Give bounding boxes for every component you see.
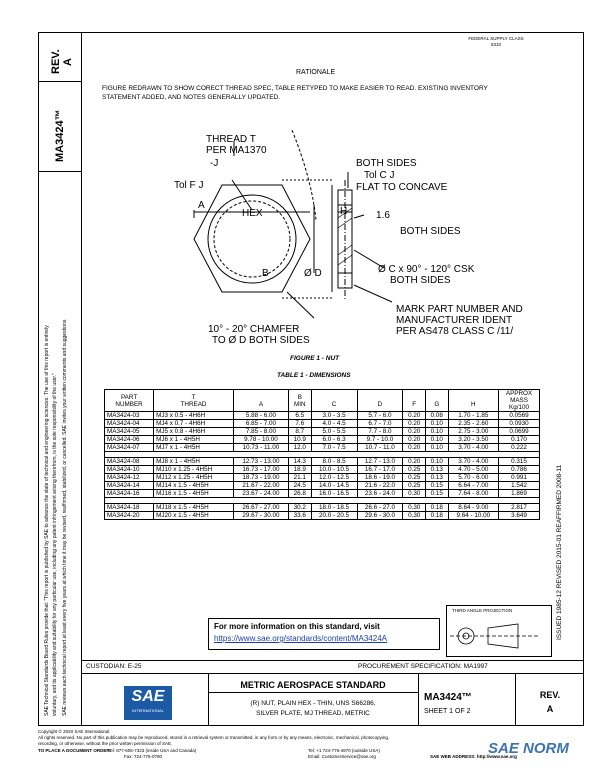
label-h: H xyxy=(340,206,348,217)
callout-mark-2: MANUFACTURER IDENT xyxy=(396,315,513,326)
watermark: SAE NORM xyxy=(488,740,569,757)
table-cell: 5.88 - 6.00 xyxy=(233,412,288,420)
th-c: C xyxy=(311,390,357,412)
table-cell: MJ18 x 1.5 - 4H5H xyxy=(154,504,234,512)
table-cell: 6.85 - 7.00 xyxy=(233,420,288,428)
callout-chamfer-2: TO Ø D BOTH SIDES xyxy=(212,335,310,346)
label-hex: HEX xyxy=(242,208,263,219)
nut-drawing xyxy=(82,120,552,360)
table-row xyxy=(105,428,540,436)
table-cell: 0.20 xyxy=(403,458,426,466)
table-cell: 0.222 xyxy=(499,444,540,452)
table-cell: 12.73 - 13.00 xyxy=(233,458,288,466)
footer-rights-2: recording, or otherwise, without the prior written permission of SAE. xyxy=(38,741,173,747)
table-cell: MJ10 x 1.25 - 4H5H xyxy=(154,466,234,474)
table-cell: 2.817 xyxy=(499,504,540,512)
table-cell: 8.64 - 9.00 xyxy=(448,504,499,512)
issue-dates: ISSUED 1985-12 REVISED 2015-01 REAFFIRMED 2008-11 xyxy=(556,464,563,640)
table-cell: MJ7 x 1 - 4H5H xyxy=(154,444,234,452)
tb-doc-number: MA3424™ xyxy=(424,692,472,703)
table-cell: 0.20 xyxy=(403,436,426,444)
table-row xyxy=(105,466,540,474)
table-cell: 30.2 xyxy=(289,504,312,512)
th-thread: T THREAD xyxy=(154,390,234,412)
table-row xyxy=(105,512,540,520)
table-cell: 0.20 xyxy=(403,444,426,452)
table-cell: 7.6 xyxy=(289,420,312,428)
table-cell: 0.15 xyxy=(426,490,449,498)
table-row xyxy=(105,504,540,512)
dimensions-table xyxy=(104,389,540,520)
table-cell: 6.64 - 7.00 xyxy=(448,482,499,490)
tb-rev-label: REV. xyxy=(539,690,561,700)
table-cell: 0.315 xyxy=(499,458,540,466)
table-row xyxy=(105,444,540,452)
third-angle-label: THIRD ANGLE PROJECTION xyxy=(452,608,513,613)
info-link[interactable]: https://www.sae.org/standards/content/MA3424A xyxy=(214,634,387,643)
table-cell: MA3424-03 xyxy=(105,412,154,420)
table-cell: 9.7 - 10.0 xyxy=(357,436,403,444)
table-cell: 1.542 xyxy=(499,482,540,490)
table-cell: 18.9 xyxy=(289,466,312,474)
th-b: B MIN xyxy=(289,390,312,412)
table-cell: 7.85 - 8.00 xyxy=(233,428,288,436)
callout-csk: Ø C x 90° - 120° CSK xyxy=(378,264,475,275)
table-cell: MA3424-16 xyxy=(105,490,154,498)
table-cell: 9.78 - 10.00 xyxy=(233,436,288,444)
table-cell: 29.67 - 30.00 xyxy=(233,512,288,520)
table-cell: 21.6 - 22.0 xyxy=(357,482,403,490)
table-cell: 0.13 xyxy=(426,474,449,482)
table-cell: 0.786 xyxy=(499,466,540,474)
table-cell: MJ20 x 1.5 - 4H5H xyxy=(154,512,234,520)
table-cell: 0.10 xyxy=(426,436,449,444)
table-cell: MJ8 x 1 - 4H5H xyxy=(154,458,234,466)
table-cell: 4.70 - 5.00 xyxy=(448,466,499,474)
legal-line-3: SAE reviews each technical report at least every five years at which time it may be revised, reaffirmed, stabilized, or cancelled. SAE invites your written comments and suggestions. xyxy=(62,318,68,716)
table-cell: 0.30 xyxy=(403,504,426,512)
th-d: D xyxy=(357,390,403,412)
table-cell: 16.0 - 16.5 xyxy=(311,490,357,498)
table-cell: MJ3 x 0.5 - 4H6H xyxy=(154,412,234,420)
table-cell: MJ4 x 0.7 - 4H6H xyxy=(154,420,234,428)
table-cell: 23.6 - 24.0 xyxy=(357,490,403,498)
footer-tel: Tel: 877-606-7323 (inside USA and Canada) xyxy=(108,747,197,753)
table-cell: 23.67 - 24.00 xyxy=(233,490,288,498)
table-row xyxy=(105,474,540,482)
tb-rev-value: A xyxy=(546,704,554,714)
th-g: G xyxy=(426,390,449,412)
table-cell: MJ5 x 0.8 - 4H6H xyxy=(154,428,234,436)
callout-thread-j: -J xyxy=(210,158,219,169)
table-cell: 0.20 xyxy=(403,412,426,420)
table-cell: MA3424-04 xyxy=(105,420,154,428)
table-cell: 0.10 xyxy=(426,428,449,436)
callout-thread-1: THREAD T xyxy=(206,134,256,145)
footer-web: SAE WEB ADDRESS: http://www.sae.org xyxy=(430,753,517,759)
table-cell: 20.0 - 20.5 xyxy=(311,512,357,520)
table-cell: 8.0 - 8.5 xyxy=(311,458,357,466)
th-h: H xyxy=(448,390,499,412)
table-cell: 26.67 - 27.00 xyxy=(233,504,288,512)
footer-tel2: Tel: +1 724-776-4970 (outside USA) xyxy=(308,747,380,753)
table-cell: MA3424-20 xyxy=(105,512,154,520)
doc-number-vertical-box xyxy=(38,82,82,172)
fsc-value: 5310 xyxy=(490,42,501,47)
table-cell: 0.20 xyxy=(403,428,426,436)
table-cell: MA3424-10 xyxy=(105,466,154,474)
table-cell: 6.5 xyxy=(289,412,312,420)
rationale-title: RATIONALE xyxy=(296,69,336,76)
table-cell: 0.25 xyxy=(403,474,426,482)
table-cell: 3.0 - 3.5 xyxy=(311,412,357,420)
table-row xyxy=(105,482,540,490)
table-cell: 0.25 xyxy=(403,482,426,490)
th-part: PART NUMBER xyxy=(105,390,154,412)
label-b: B xyxy=(262,268,269,279)
table-row xyxy=(105,412,540,420)
table-cell: MA3424-05 xyxy=(105,428,154,436)
label-a: A xyxy=(198,200,205,211)
table-cell: MJ16 x 1.5 - 4H5H xyxy=(154,490,234,498)
logo-sub: INTERNATIONAL xyxy=(132,708,164,713)
table-caption: TABLE 1 - DIMENSIONS xyxy=(277,372,351,379)
table-cell: 0.170 xyxy=(499,436,540,444)
procurement: PROCUREMENT SPECIFICATION: MA1997 xyxy=(358,663,488,670)
footer-fax: Fax: 724-776-0790 xyxy=(124,753,163,759)
table-cell: 6.7 - 7.0 xyxy=(357,420,403,428)
callout-tol-fj: Tol F J xyxy=(174,180,204,191)
standard-title: METRIC AEROSPACE STANDARD xyxy=(240,680,386,690)
table-cell: 29.6 - 30.0 xyxy=(357,512,403,520)
table-cell: 8.7 xyxy=(289,428,312,436)
table-cell: MJ6 x 1 - 4H5H xyxy=(154,436,234,444)
table-cell: MA3424-14 xyxy=(105,482,154,490)
table-cell: 0.0569 xyxy=(499,412,540,420)
callout-16: 1.6 xyxy=(376,210,390,221)
subtitle-1: (R) NUT, PLAIN HEX - THIN, UNS S66286, xyxy=(250,700,376,707)
table-row xyxy=(105,458,540,466)
table-cell: 0.25 xyxy=(403,466,426,474)
table-cell: 0.08 xyxy=(426,412,449,420)
logo-text: SAE xyxy=(131,688,165,705)
table-cell: 5.70 - 6.00 xyxy=(448,474,499,482)
fsc-label: FEDERAL SUPPLY CLASS xyxy=(468,36,524,41)
table-cell: 26.8 xyxy=(289,490,312,498)
info-line: For more information on this standard, visit xyxy=(214,622,380,631)
table-cell: 12.7 - 13.0 xyxy=(357,458,403,466)
table-cell: 9.64 - 10.00 xyxy=(448,512,499,520)
table-cell: 0.0699 xyxy=(499,428,540,436)
footer-order-label: TO PLACE A DOCUMENT ORDER: xyxy=(38,747,112,753)
table-cell: 10.73 - 11.00 xyxy=(233,444,288,452)
table-cell: MJ14 x 1.5 - 4H5H xyxy=(154,482,234,490)
table-cell: MA3424-06 xyxy=(105,436,154,444)
table-cell: 0.15 xyxy=(426,482,449,490)
callout-chamfer-1: 10° - 20° CHAMFER xyxy=(208,324,300,335)
table-cell: 24.5 xyxy=(289,482,312,490)
callout-both-sides-2: BOTH SIDES xyxy=(400,226,461,237)
table-cell: 2.35 - 2.60 xyxy=(448,420,499,428)
table-cell: 1.869 xyxy=(499,490,540,498)
tb-sheet: SHEET 1 OF 2 xyxy=(424,708,471,715)
th-a: A xyxy=(233,390,288,412)
table-cell: 18.6 - 19.0 xyxy=(357,474,403,482)
table-cell: 7.7 - 8.0 xyxy=(357,428,403,436)
table-cell: 6.0 - 6.3 xyxy=(311,436,357,444)
table-cell: 3.70 - 4.00 xyxy=(448,458,499,466)
subtitle-2: SILVER PLATE, MJ THREAD, METRIC xyxy=(256,710,370,717)
callout-mark-3: PER AS478 CLASS C /11/ xyxy=(396,326,514,337)
table-cell: 2.75 - 3.00 xyxy=(448,428,499,436)
callout-both-sides-1: BOTH SIDES xyxy=(356,158,417,169)
callout-mark-1: MARK PART NUMBER AND xyxy=(396,304,523,315)
doc-number-vertical: MA3424™ xyxy=(54,109,66,162)
legal-line-1: SAE Technical Standards Board Rules provide that: "This report is published by SAE to advance the state of technical and engineering sciences. The use of this report is entirely xyxy=(44,325,50,716)
footer-rights: All rights reserved. No part of this publication may be reproduced, stored in a retrieval system or transmitted, in any form or by any means, electronic, mechanical, photocopying, xyxy=(38,735,390,741)
callout-tol-cj: Tol C J xyxy=(364,170,395,181)
th-f: F xyxy=(403,390,426,412)
table-cell: 5.0 - 5.5 xyxy=(311,428,357,436)
table-cell: 0.18 xyxy=(426,512,449,520)
table-cell: 5.7 - 6.0 xyxy=(357,412,403,420)
table-cell: 3.649 xyxy=(499,512,540,520)
table-cell: 10.0 - 10.5 xyxy=(311,466,357,474)
table-cell: MA3424-07 xyxy=(105,444,154,452)
table-cell: 16.7 - 17.0 xyxy=(357,466,403,474)
table-cell: 0.0930 xyxy=(499,420,540,428)
table-cell: 0.991 xyxy=(499,474,540,482)
table-cell: 21.1 xyxy=(289,474,312,482)
table-cell: 26.6 - 27.0 xyxy=(357,504,403,512)
table-cell: MA3424-12 xyxy=(105,474,154,482)
callout-flat: FLAT TO CONCAVE xyxy=(356,182,448,193)
sae-logo xyxy=(124,686,172,720)
table-cell: 21.67 - 22.00 xyxy=(233,482,288,490)
table-row xyxy=(105,490,540,498)
footer-email: Email: CustomerService@sae.org xyxy=(308,753,376,759)
table-cell: 12.0 - 12.5 xyxy=(311,474,357,482)
table-cell: 0.30 xyxy=(403,490,426,498)
table-cell: 10.7 - 11.0 xyxy=(357,444,403,452)
table-cell: 0.10 xyxy=(426,444,449,452)
federal-supply-class xyxy=(446,36,546,48)
table-cell: 10.9 xyxy=(289,436,312,444)
figure-caption: FIGURE 1 - NUT xyxy=(290,355,340,362)
callout-thread-2: PER MA1370 xyxy=(206,145,267,156)
table-cell: MA3424-08 xyxy=(105,458,154,466)
table-cell: 12.0 xyxy=(289,444,312,452)
custodian: CUSTODIAN: E-25 xyxy=(86,663,142,670)
table-cell: 3.20 - 3.50 xyxy=(448,436,499,444)
table-cell: 4.0 - 4.5 xyxy=(311,420,357,428)
rationale-text: FIGURE REDRAWN TO SHOW CORECT THREAD SPEC, TABLE RETYPED TO MAKE EASIER TO READ. EXISTING INVENTORY STATEMENT ADDED, AND NOTES GENERALLY UPDATED. xyxy=(102,85,488,101)
table-cell: 18.0 - 18.5 xyxy=(311,504,357,512)
rev-box xyxy=(38,32,82,82)
table-cell: 0.10 xyxy=(426,458,449,466)
th-mass: APPROX MASS Kg/100 xyxy=(499,390,540,412)
table-cell: 16.73 - 17.00 xyxy=(233,466,288,474)
footer-copyright: Copyright © 2020 SAE International xyxy=(38,729,110,734)
label-d: Ø D xyxy=(304,268,322,279)
table-header-row xyxy=(105,390,540,412)
table-cell: 0.20 xyxy=(403,420,426,428)
table-row xyxy=(105,436,540,444)
hex-outline xyxy=(194,185,310,292)
table-cell: 3.70 - 4.00 xyxy=(448,444,499,452)
table-cell: 0.13 xyxy=(426,466,449,474)
rev-value: A xyxy=(62,58,74,66)
legal-line-2: voluntary, and its applicability and suitability for any particular use, including any patent infringement arising therefrom, is the sole responsibility of the user." xyxy=(52,373,58,716)
table-cell: MA3424-18 xyxy=(105,504,154,512)
table-cell: 1.70 - 1.85 xyxy=(448,412,499,420)
table-cell: 14.0 - 14.5 xyxy=(311,482,357,490)
table-cell: 18.73 - 19.00 xyxy=(233,474,288,482)
table-cell: 7.0 - 7.5 xyxy=(311,444,357,452)
third-angle-symbol xyxy=(448,618,548,654)
table-cell: 14.3 xyxy=(289,458,312,466)
table-row xyxy=(105,420,540,428)
table-cell: 0.18 xyxy=(426,504,449,512)
table-cell: MJ12 x 1.25 - 4H5H xyxy=(154,474,234,482)
table-cell: 0.10 xyxy=(426,420,449,428)
table-cell: 33.6 xyxy=(289,512,312,520)
table-body xyxy=(105,412,540,520)
callout-both-sides-3: BOTH SIDES xyxy=(390,275,451,286)
table-cell: 0.30 xyxy=(403,512,426,520)
rev-label: REV. xyxy=(50,49,62,74)
table-cell: 7.64 - 8.00 xyxy=(448,490,499,498)
